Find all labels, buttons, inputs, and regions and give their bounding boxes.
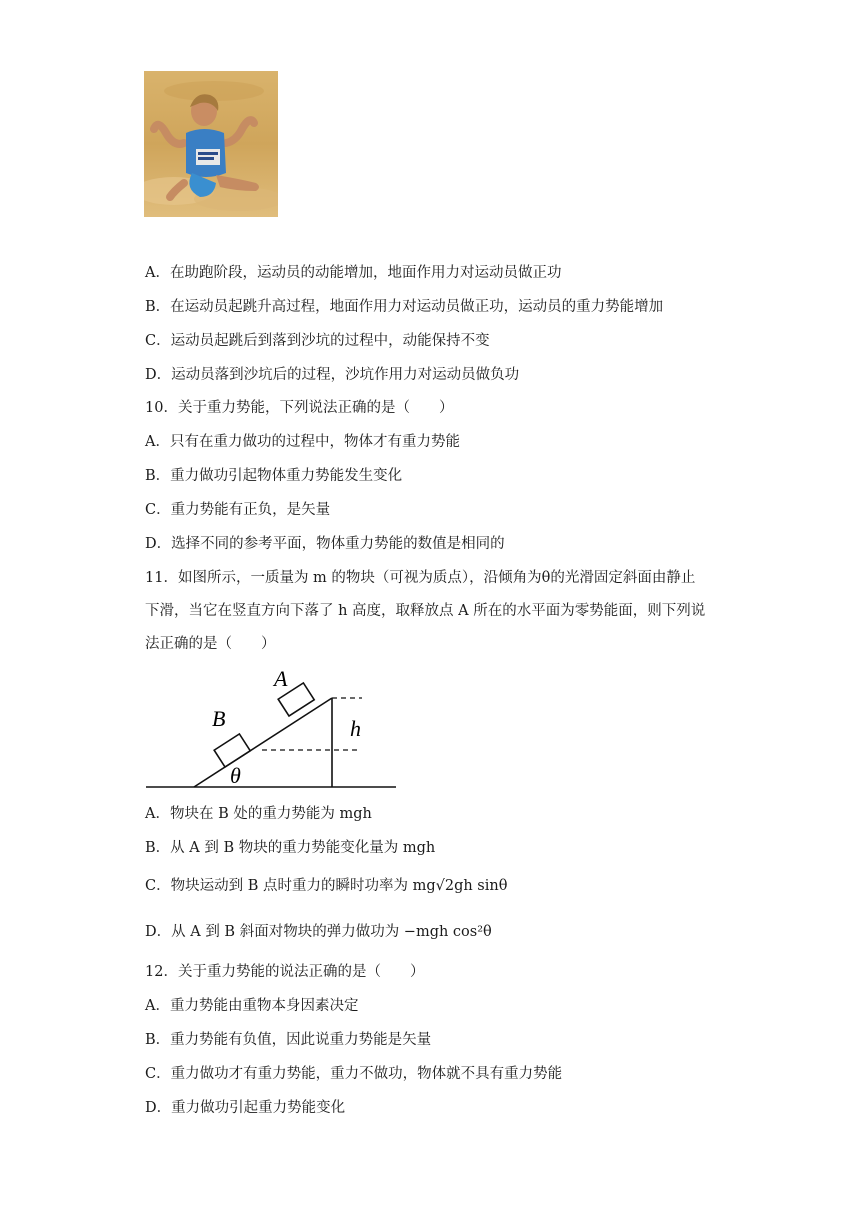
q11-option-b: B．从 A 到 B 物块的重力势能变化量为 mgh — [145, 840, 436, 856]
q11-option-d: D．从 A 到 B 斜面对物块的弹力做功为 −mgh cos²θ — [145, 924, 492, 940]
q11-stem-line3: 法正确的是（ ） — [145, 636, 276, 652]
q11-option-a: A．物块在 B 处的重力势能为 mgh — [145, 806, 372, 822]
q9-option-c: C．运动员起跳后到落到沙坑的过程中，动能保持不变 — [145, 333, 490, 349]
q11-option-c: C．物块运动到 B 点时重力的瞬时功率为 mg√2gh sinθ — [145, 878, 508, 894]
q10-option-b: B．重力做功引起物体重力势能发生变化 — [145, 468, 403, 484]
label-b: B — [212, 706, 226, 731]
athlete-photo — [144, 71, 278, 217]
q12-option-a: A．重力势能由重物本身因素决定 — [145, 998, 359, 1014]
q10-option-c: C．重力势能有正负，是矢量 — [145, 502, 331, 518]
q9-option-d: D．运动员落到沙坑后的过程，沙坑作用力对运动员做负功 — [145, 367, 520, 383]
q12-stem: 12．关于重力势能的说法正确的是（ ） — [145, 964, 425, 980]
q10-option-d: D．选择不同的参考平面，物体重力势能的数值是相同的 — [145, 536, 505, 552]
q12-option-d: D．重力做功引起重力势能变化 — [145, 1100, 346, 1116]
q12-option-b: B．重力势能有负值，因此说重力势能是矢量 — [145, 1032, 432, 1048]
q9-option-b: B．在运动员起跳升高过程，地面作用力对运动员做正功，运动员的重力势能增加 — [145, 299, 664, 315]
label-theta: θ — [230, 763, 241, 788]
q10-stem: 10．关于重力势能，下列说法正确的是（ ） — [145, 400, 454, 416]
q11-stem-line1: 11．如图所示，一质量为 m 的物块（可视为质点），沿倾角为θ的光滑固定斜面由静止 — [145, 570, 696, 586]
incline-diagram — [144, 668, 400, 792]
q10-option-a: A．只有在重力做功的过程中，物体才有重力势能 — [145, 434, 460, 450]
label-a: A — [274, 668, 288, 691]
label-h: h — [350, 716, 361, 741]
q12-option-c: C．重力做功才有重力势能，重力不做功，物体就不具有重力势能 — [145, 1066, 563, 1082]
q11-stem-line2: 下滑，当它在竖直方向下落了 h 高度，取释放点 A 所在的水平面为零势能面，则下列说 — [145, 603, 706, 619]
q9-option-a: A．在助跑阶段，运动员的动能增加，地面作用力对运动员做正功 — [145, 265, 562, 281]
long-jump-landing-image — [144, 71, 278, 217]
